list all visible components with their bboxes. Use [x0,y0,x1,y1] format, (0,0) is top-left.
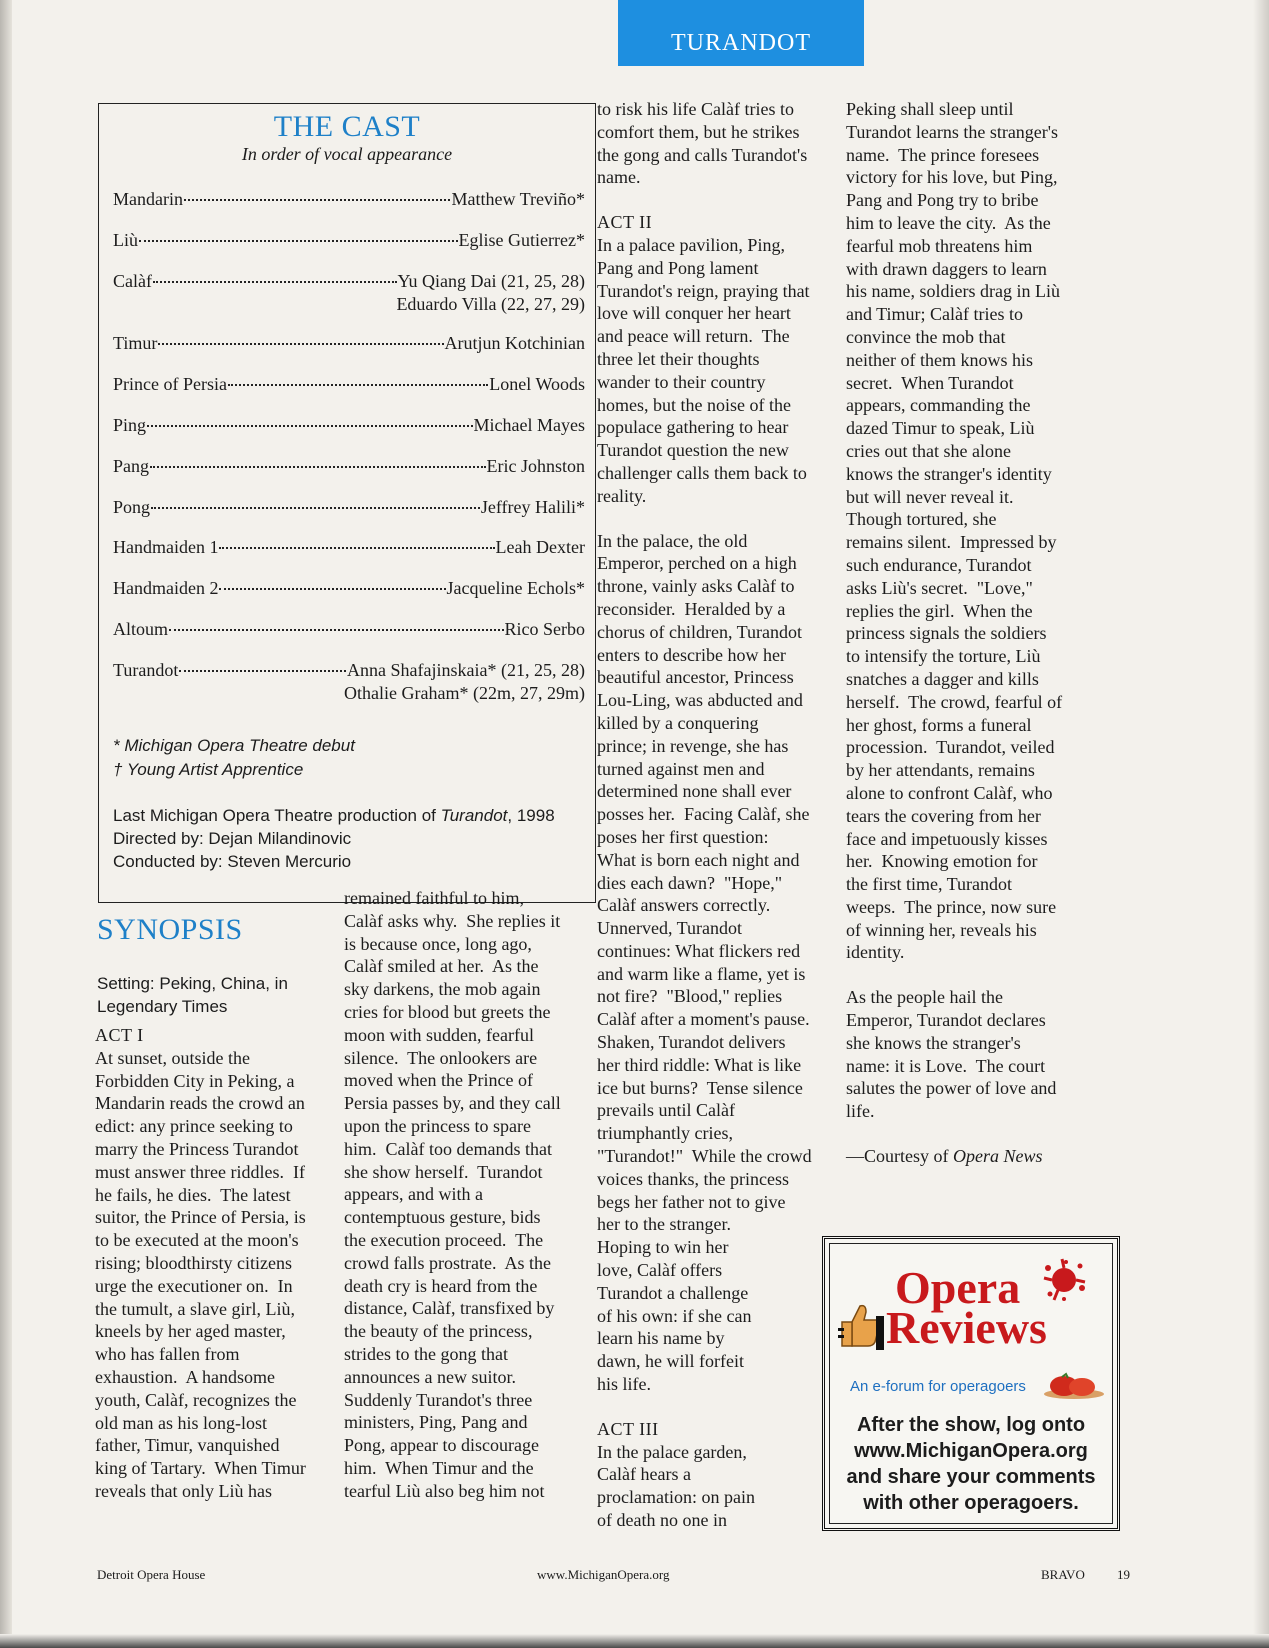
dot-leader [179,670,346,672]
conductor-credit: Conducted by: Steven Mercurio [113,852,352,871]
cast-role: Handmaiden 1 [113,537,219,557]
text-line: youth, Calàf, recognizes the [95,1389,297,1410]
act-3-text-continued [846,98,1086,964]
text-line: Pang and Pong try to bribe [846,190,1039,211]
ad-cta-url[interactable]: www.MichiganOpera.org [854,1440,1088,1462]
text-line: turned against men and [597,758,765,779]
opera-reviews-ad[interactable] [822,1236,1120,1531]
text-line: the tumult, a slave girl, Liù, [95,1298,295,1319]
tomato-icon [1040,1370,1106,1400]
text-line: ice but burns? Tense silence [597,1077,803,1098]
ad-cta-line: After the show, log onto [856,1414,1086,1436]
section-header-tab: TURANDOT [618,0,864,66]
text-line: reveals that only Liù has [95,1480,272,1501]
cast-singer: Eglise Gutierrez* [458,230,585,250]
text-line: life. [846,1101,875,1122]
text-line: father, Timur, vanquished [95,1435,280,1456]
dot-leader [153,281,397,283]
cast-row [113,455,585,478]
text-line: dazed Timur to speak, Liù [846,418,1035,439]
cast-singer: Lonel Woods [489,374,585,394]
text-line: kneels by her aged master, [95,1321,286,1342]
ad-tagline: An e-forum for operagoers [850,1378,1026,1395]
text-line: him to leave the city. As the [846,212,1051,233]
text-line: her ghost, forms a funeral [846,714,1032,735]
cast-role: Liù [113,230,138,250]
text-line: must answer three riddles. If [95,1161,305,1182]
text-line: Shaken, Turandot delivers [597,1032,786,1053]
production-info [113,804,555,873]
text-line: throne, vainly asks Calàf to [597,576,795,597]
text-line: Calàf smiled at her. As the [344,956,539,977]
cast-line [113,332,585,355]
text-line: begs her father not to give [597,1191,786,1212]
text-line: appears, commanding the [846,395,1031,416]
text-line: and warm like a flame, yet is [597,963,806,984]
ad-logo-opera: Opera [895,1262,1021,1313]
dot-leader [158,343,443,345]
text-line: chorus of children, Turandot [597,621,802,642]
dot-leader [151,507,480,509]
cast-title: THE CAST [273,110,421,143]
footer-venue: Detroit Opera House [97,1567,206,1582]
cast-line [113,659,585,682]
text-line: Suddenly Turandot's three [344,1389,533,1410]
cast-line [113,455,585,478]
page-number: 19 [1117,1567,1130,1582]
text-line: fearful mob threatens him [846,235,1033,256]
text-line: to be executed at the moon's [95,1230,299,1251]
logo-bar [876,1316,884,1350]
act-1-heading: ACT I [95,1025,144,1045]
act-3-text [597,1441,832,1532]
text-line: convince the mob that [846,326,1006,347]
text-line: the beauty of the princess, [344,1321,533,1342]
text-line: Lou-Ling, was abducted and [597,690,803,711]
synopsis-setting: Setting: Peking, China, in Legendary Times [97,974,288,1016]
text-line: tears the covering from her [846,805,1041,826]
text-line: reality. [597,485,647,506]
last-production-year: , 1998 [507,806,555,825]
act-1-text-end [597,98,832,189]
cast-singer: Matthew Treviño* [451,189,585,209]
text-line: urge the executioner on. In [95,1275,293,1296]
cast-line [113,373,585,396]
text-line: by her attendants, remains [846,760,1035,781]
cast-row [113,659,585,705]
synopsis-title: SYNOPSIS [97,913,243,946]
text-line: love, Calàf offers [597,1260,723,1281]
cast-role: Ping [113,415,147,435]
text-line: beautiful ancestor, Princess [597,667,794,688]
cast-subtitle: In order of vocal appearance [241,144,453,164]
text-line: and peace will return. The [597,326,790,347]
cast-notes [113,734,355,782]
text-line: the execution proceed. The [344,1229,544,1250]
text-line: his name, soldiers drag in Liù [846,281,1060,302]
text-line: Turandot's reign, praying that [597,280,810,301]
ad-call-to-action [830,1412,1112,1516]
text-line: her. Knowing emotion for [846,851,1038,872]
text-line: salutes the power of love and [846,1078,1057,1099]
text-line: cries for blood but greets the [344,1001,551,1022]
text-line: prince; in revenge, she has [597,735,789,756]
text-line: In the palace garden, [597,1441,747,1462]
text-line: Turandot a challenge [597,1282,749,1303]
cast-row [113,188,585,211]
synopsis-column-3 [597,98,832,1532]
dot-leader [184,199,451,201]
dot-leader [228,384,488,386]
text-line: love will conquer her heart [597,303,791,324]
last-production-prefix: Last Michigan Opera Theatre production of [113,806,441,825]
dot-leader [169,629,503,631]
text-line: Calàf after a moment's pause. [597,1009,810,1030]
cast-role: Prince of Persia [113,374,227,394]
synopsis-column-1 [95,1024,335,1503]
page-shadow [0,1634,1269,1648]
text-line: In a palace pavilion, Ping, [597,234,785,255]
text-line: Calàf asks why. She replies it [344,910,561,931]
act-3-heading: ACT III [597,1418,659,1439]
page-edge-left [0,0,12,1648]
cast-row [113,229,585,252]
text-line: with drawn daggers to learn [846,258,1047,279]
text-line: procession. Turandot, veiled [846,737,1055,758]
text-line: announces a new suitor. [344,1366,516,1387]
text-line: homes, but the noise of the [597,394,791,415]
text-line: her third riddle: What is like [597,1054,802,1075]
text-line: Emperor, perched on a high [597,553,797,574]
text-line: moved when the Prince of [344,1070,533,1091]
page-edge-right [1253,0,1269,1648]
text-line: triumphantly cries, [597,1123,733,1144]
cast-singer: Jacqueline Echols* [446,578,585,598]
text-line: weeps. The prince, now sure [846,896,1057,917]
text-line: suitor, the Prince of Persia, is [95,1207,306,1228]
act-2-heading: ACT II [597,212,653,233]
act-1-text-continued [344,887,584,1503]
text-line: "Turandot!" While the crowd [597,1146,812,1167]
text-line: three let their thoughts [597,348,760,369]
text-line: her to the stranger. [597,1214,731,1235]
text-line: old man as his long-lost [95,1412,267,1433]
text-line: Persia passes by, and they call [344,1093,561,1114]
text-line: the first time, Turandot [846,874,1012,895]
text-line: neither of them knows his [846,349,1033,370]
text-line: death cry is heard from the [344,1275,538,1296]
cast-singer: Michael Mayes [473,415,585,435]
text-line: sky darkens, the mob again [344,979,541,1000]
cast-singer: Yu Qiang Dai (21, 25, 28) [397,271,585,291]
cast-line [113,188,585,211]
text-line: name: it is Love. The court [846,1055,1046,1076]
cast-singer: Arutjun Kotchinian [444,333,585,353]
text-line: king of Tartary. When Timur [95,1458,306,1479]
text-line: identity. [846,942,905,963]
text-line: Turandot learns the stranger's [846,121,1059,142]
text-line: upon the princess to spare [344,1115,531,1136]
ad-cta-line: and share your comments [846,1466,1096,1488]
footer-url[interactable]: www.MichiganOpera.org [537,1567,670,1582]
ad-logo-reviews: Reviews [886,1302,1047,1353]
text-line: secret. When Turandot [846,372,1014,393]
text-line: Pang and Pong lament [597,257,759,278]
cast-row [113,496,585,519]
text-line: exhaustion. A handsome [95,1366,275,1387]
text-line: Calàf hears a [597,1464,691,1485]
act-1-text [95,1047,335,1503]
text-line: she show herself. Turandot [344,1161,543,1182]
text-line: victory for his love, but Ping, [846,167,1058,188]
cast-note-debut: * Michigan Opera Theatre debut [113,736,355,755]
last-production-title: Turandot [440,806,508,825]
text-line: asks Liù's secret. "Love," [846,577,1033,598]
text-line: moon with sudden, fearful [344,1024,534,1045]
cast-role: Pong [113,497,151,517]
text-line: silence. The onlookers are [344,1047,538,1068]
text-line: tearful Liù also beg him not [344,1480,545,1501]
text-line: the gong and calls Turandot's [597,144,808,165]
text-line: Mandarin reads the crowd an [95,1093,305,1114]
text-line: marry the Princess Turandot [95,1138,299,1159]
text-line: voices thanks, the princess [597,1168,789,1189]
cast-note-apprentice: † Young Artist Apprentice [113,760,304,779]
text-line: him. Calàf too demands that [344,1138,552,1159]
text-line: strides to the gong that [344,1343,508,1364]
text-line: comfort them, but he strikes [597,121,800,142]
cast-line [113,536,585,559]
splat-icon [1042,1258,1086,1302]
text-line: proclamation: on pain [597,1487,755,1508]
credit-prefix: —Courtesy of [846,1146,953,1167]
text-line: of his own: if she can [597,1305,752,1326]
text-line: and Timur; Calàf tries to [846,304,1023,325]
text-line: posses her. Facing Calàf, she [597,804,810,825]
synopsis-column-2 [344,887,584,1503]
last-production [113,804,555,827]
text-line: At sunset, outside the [95,1047,250,1068]
text-line: dies each dawn? "Hope," [597,872,783,893]
text-line: contemptuous gesture, bids [344,1207,541,1228]
cast-singer: Anna Shafajinskaia* (21, 25, 28) [347,660,585,680]
cast-row [113,618,585,641]
text-line: enters to describe how her [597,644,786,665]
text-line: distance, Calàf, transfixed by [344,1298,555,1319]
synopsis-column-4 [846,98,1086,1168]
cast-row [113,332,585,355]
text-line: she knows the stranger's [846,1032,1021,1053]
cast-singer-alternate: Eduardo Villa (22, 27, 29) [396,294,585,314]
text-line: reconsider. Heralded by a [597,598,786,619]
synopsis-credit [846,1145,1086,1168]
text-line: Turandot question the new [597,440,789,461]
cast-role: Mandarin [113,189,183,209]
cast-role: Timur [113,333,158,353]
text-line: is because once, long ago, [344,933,532,954]
text-line: Hoping to win her [597,1237,729,1258]
text-line: replies the girl. When the [846,600,1033,621]
text-line: edict: any prince seeking to [95,1116,293,1137]
text-line: face and impetuously kisses [846,828,1048,849]
text-line: crowd falls prostrate. As the [344,1252,551,1273]
text-line: poses her first question: [597,826,769,847]
dot-leader [219,588,445,590]
text-line: name. The prince foresees [846,144,1040,165]
text-line: remained faithful to him, [344,888,524,908]
text-line: he fails, he dies. The latest [95,1184,291,1205]
text-line: continues: What flickers red [597,940,801,961]
cast-line [113,577,585,600]
cast-line [113,270,585,293]
text-line: challenger calls them back to [597,462,807,483]
text-line: herself. The crowd, fearful of [846,691,1063,712]
ad-border [829,1243,1113,1524]
text-line: dawn, he will forfeit [597,1351,744,1372]
text-line: Emperor, Turandot declares [846,1010,1046,1031]
cast-line [113,496,585,519]
ad-cta-line: with other operagoers. [863,1492,1079,1514]
cast-singer: Rico Serbo [504,619,585,639]
cast-row [113,270,585,316]
credit-source: Opera News [953,1146,1043,1167]
text-line: killed by a conquering [597,712,759,733]
text-line: name. [597,167,641,188]
text-line: his life. [597,1374,651,1395]
text-line: alone to confront Calàf, who [846,782,1053,803]
cast-singer: Leah Dexter [495,537,585,557]
text-line: Forbidden City in Peking, a [95,1070,295,1091]
cast-role: Turandot [113,660,179,680]
cast-role: Pang [113,456,149,476]
cast-box [98,103,596,903]
cast-line [113,414,585,437]
cast-role: Handmaiden 2 [113,578,219,598]
text-line: not fire? "Blood," replies [597,986,783,1007]
text-line: who has fallen from [95,1344,240,1365]
text-line: of winning her, reveals his [846,919,1037,940]
dot-leader [219,547,494,549]
dot-leader [150,466,486,468]
text-line: Pong, appear to discourage [344,1435,539,1456]
text-line: prevails until Calàf [597,1100,735,1121]
text-line: cries out that she alone [846,440,1011,461]
text-line: As the people hail the [846,987,1003,1008]
cast-singer-alternate: Othalie Graham* (22m, 27, 29m) [344,683,585,703]
text-line: such endurance, Turandot [846,554,1032,575]
cast-row [113,414,585,437]
text-line: princess signals the soldiers [846,623,1047,644]
text-line: In the palace, the old [597,530,748,551]
cast-row [113,373,585,396]
text-line: to risk his life Calàf tries to [597,99,794,119]
act-3-text-finale [846,986,1086,1123]
text-line: knows the stranger's identity [846,463,1052,484]
cast-row [113,577,585,600]
cast-singer: Eric Johnston [486,456,585,476]
text-line: ministers, Ping, Pang and [344,1412,528,1433]
cast-row [113,536,585,559]
act-2-text-riddles [597,530,832,1396]
act-2-text [597,234,832,508]
text-line: of death no one in [597,1510,727,1531]
text-line: wander to their country [597,371,766,392]
text-line: appears, and with a [344,1184,483,1205]
text-line: populace gathering to hear [597,417,789,438]
text-line: What is born each night and [597,849,800,870]
cast-role: Altoum [113,619,169,639]
footer-magazine: BRAVO [1041,1567,1085,1582]
text-line: Though tortured, she [846,509,997,530]
text-line: Peking shall sleep until [846,99,1014,119]
text-line: Unnerved, Turandot [597,918,742,939]
cast-line [113,229,585,252]
text-line: him. When Timur and the [344,1457,534,1478]
text-line: learn his name by [597,1328,725,1349]
text-line: determined none shall ever [597,781,792,802]
text-line: remains silent. Impressed by [846,532,1057,553]
text-line: snatches a dagger and kills [846,668,1039,689]
text-line: to intensify the torture, Liù [846,646,1041,667]
dot-leader [139,240,458,242]
cast-role: Calàf [113,271,152,291]
text-line: Calàf answers correctly. [597,895,771,916]
dot-leader [147,425,473,427]
text-line: but will never reveal it. [846,486,1014,507]
director-credit: Directed by: Dejan Milandinovic [113,829,352,848]
text-line: rising; bloodthirsty citizens [95,1252,292,1273]
cast-singer: Jeffrey Halili* [480,497,585,517]
cast-line [113,618,585,641]
